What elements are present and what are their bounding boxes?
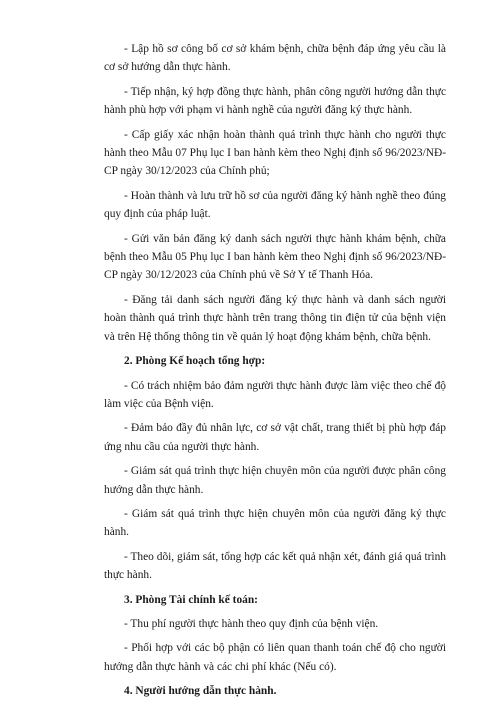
paragraph: - Có trách nhiệm bảo đảm người thực hành được làm việc theo chế độ làm việc của Bệnh viện.	[104, 379, 446, 410]
paragraph: - Thu phí người thực hành theo quy định của bệnh viện.	[124, 617, 379, 630]
paragraph: - Giám sát quá trình thực hiện chuyên môn của người đăng ký thực hành.	[104, 507, 446, 539]
paragraph: - Gửi văn bản đăng ký danh sách người thực hành khám bệnh, chữa bệnh theo Mẫu 05 Phụ lục I ban hành kèm theo Nghị định số 96/2023/NĐ-CP ngày 30/12/2023 của Chính phủ về Sở Y tế Thanh Hóa.	[104, 232, 446, 282]
section-heading: 2. Phòng Kế hoạch tổng hợp:	[124, 355, 266, 368]
document-body	[104, 40, 446, 707]
paragraph: - Đảm bảo đầy đủ nhân lực, cơ sở vật chất, trang thiết bị phù hợp đáp ứng nhu cầu của người thực hành.	[104, 422, 446, 453]
paragraph: - Giám sát quá trình thực hiện chuyên môn của người được phân công hướng dẫn thực hành.	[104, 465, 446, 496]
section-heading: 3. Phòng Tài chính kế toán:	[124, 593, 258, 606]
paragraph: - Phối hợp với các bộ phận có liên quan thanh toán chế độ cho người hướng dẫn thực hành và các chi phí khác (Nếu có).	[104, 642, 446, 673]
paragraph: - Đăng tải danh sách người đăng ký thực hành và danh sách người hoàn thành quá trình thực hành trên trang thông tin điện tử của bệnh viện và trên Hệ thống thông tin về quản lý hoạt động khám bệnh, chữa bệnh.	[104, 293, 446, 343]
paragraph: - Theo dõi, giám sát, tổng hợp các kết quả nhận xét, đánh giá quá trình thực hành.	[104, 550, 446, 582]
section-heading: 4. Người hướng dẫn thực hành.	[124, 685, 277, 698]
paragraph: - Tiếp nhận, ký hợp đồng thực hành, phân công người hướng dẫn thực hành phù hợp với phạm vi hành nghề của người đăng ký thực hành.	[104, 85, 446, 117]
paragraph: - Lập hồ sơ công bố cơ sở khám bệnh, chữa bệnh đáp ứng yêu cầu là cơ sở hướng dẫn thực hành.	[104, 43, 446, 74]
paragraph: - Hoàn thành và lưu trữ hồ sơ của người đăng ký hành nghề theo đúng quy định của pháp luật.	[104, 189, 446, 221]
paragraph: - Cấp giấy xác nhận hoàn thành quá trình thực hành cho người thực hành theo Mẫu 07 Phụ lục I ban hành kèm theo Nghị định số 96/2023/NĐ-CP ngày 30/12/2023 của Chính phủ;	[104, 128, 446, 178]
